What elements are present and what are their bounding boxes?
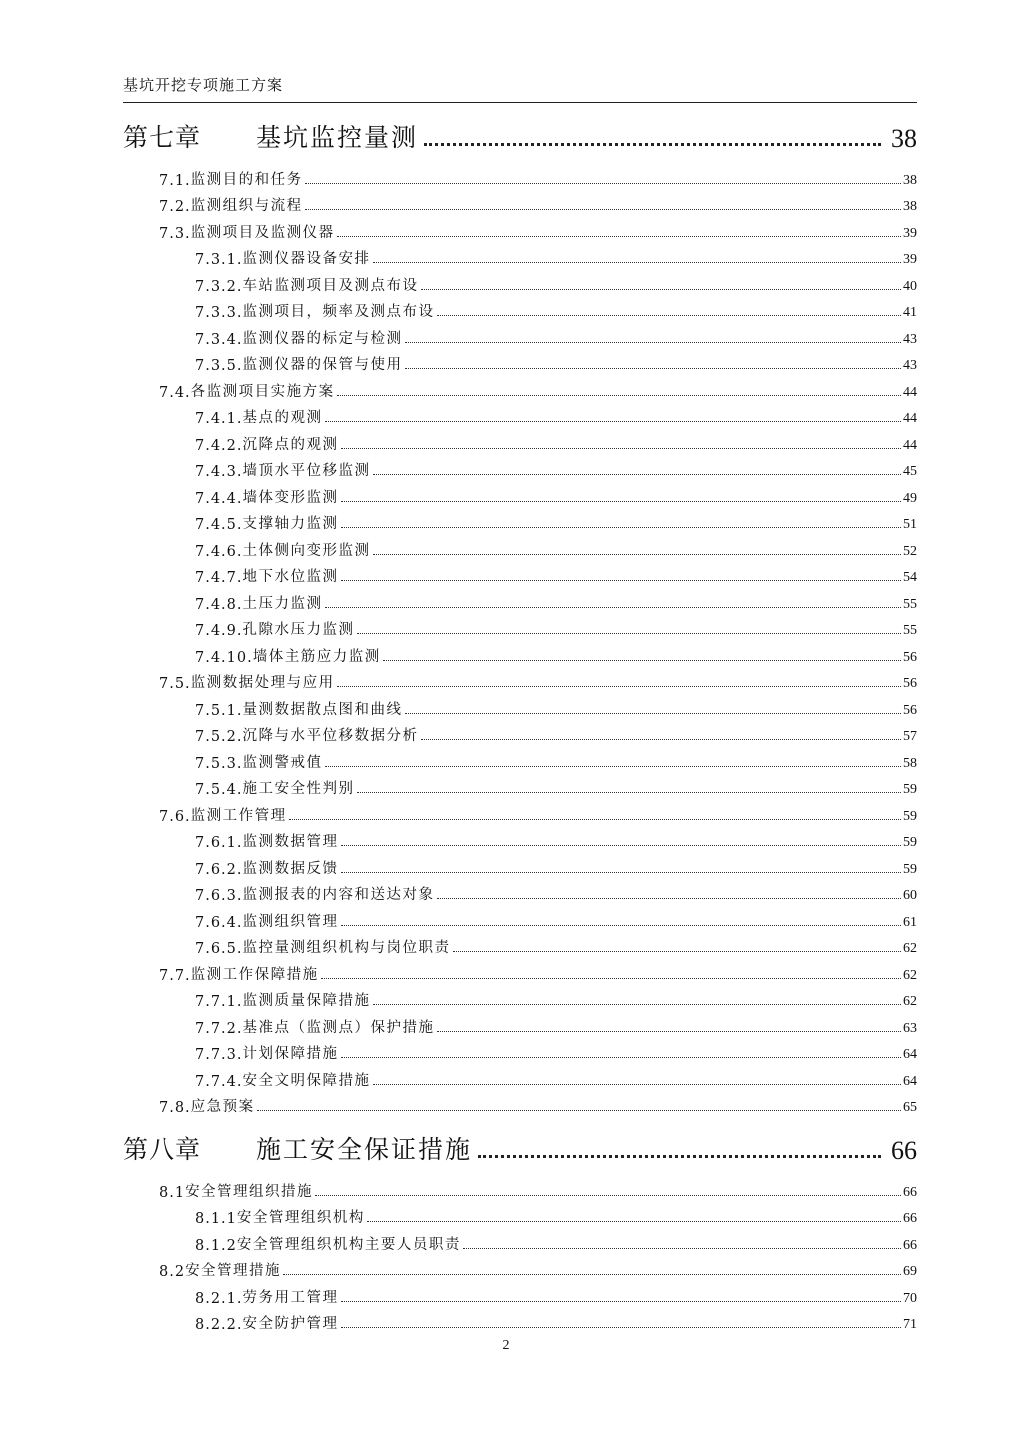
- toc-entry[interactable]: [123, 1037, 917, 1064]
- entry-page-number: 62: [903, 967, 917, 983]
- entry-title: 孔隙水压力监测: [242, 622, 355, 638]
- entry-title: 监测警戒值: [242, 754, 323, 771]
- toc-entry[interactable]: [123, 957, 917, 984]
- entry-number: 7.4.9.: [195, 623, 243, 639]
- entry-title: 土体侧向变形监测: [242, 542, 371, 559]
- toc-entry[interactable]: [123, 295, 917, 322]
- dot-leader: [337, 236, 901, 237]
- chapter-title: 施工安全保证措施: [256, 1135, 473, 1164]
- dot-leader: [383, 660, 901, 661]
- dot-leader: [463, 1248, 901, 1249]
- entry-page-number: 55: [903, 596, 917, 612]
- entry-number: 7.4.3.: [195, 464, 243, 480]
- entry-number: 7.6.1.: [195, 835, 243, 851]
- running-header: 基坑开挖专项施工方案: [123, 76, 284, 94]
- entry-title: 监测仪器的保管与使用: [242, 357, 403, 373]
- page-number: 2: [502, 1338, 510, 1353]
- dot-leader: [325, 421, 901, 422]
- entry-page-number: 40: [903, 278, 917, 294]
- entry-page-number: 38: [903, 172, 917, 188]
- dot-leader: [341, 1301, 901, 1302]
- entry-page-number: 61: [903, 914, 917, 930]
- toc-entry[interactable]: [123, 162, 917, 189]
- entry-number: 7.1.: [159, 172, 191, 189]
- entry-number: 7.4.4.: [195, 490, 243, 507]
- entry-title: 监控量测组织机构与岗位职责: [242, 940, 451, 956]
- entry-title: 安全管理组织机构主要人员职责: [236, 1236, 461, 1253]
- chapter-number: 第七章: [123, 123, 202, 152]
- dot-leader: [341, 845, 901, 846]
- entry-page-number: 38: [903, 199, 917, 214]
- toc-entry[interactable]: [123, 1174, 917, 1201]
- entry-title: 劳务用工管理: [242, 1289, 339, 1306]
- toc-entry[interactable]: [123, 639, 917, 666]
- toc-entry[interactable]: [123, 242, 917, 269]
- entry-page-number: 45: [903, 464, 917, 479]
- entry-page-number: 43: [903, 331, 917, 347]
- entry-number: 7.2.: [159, 199, 191, 215]
- entry-number: 8.2.1.: [195, 1290, 243, 1307]
- entry-title: 施工安全性判别: [242, 781, 355, 797]
- entry-page-number: 39: [903, 225, 917, 241]
- dot-leader: [437, 898, 901, 899]
- entry-number: 7.6.: [159, 808, 191, 825]
- dot-leader: [373, 1004, 901, 1005]
- entry-number: 8.1.1: [195, 1211, 237, 1227]
- entry-page-number: 66: [903, 1211, 917, 1226]
- chapter-number: 第八章: [123, 1135, 202, 1164]
- entry-number: 7.6.3.: [195, 888, 243, 904]
- entry-number: 7.4.6.: [195, 543, 243, 560]
- dot-leader: [341, 1057, 901, 1058]
- entry-title: 安全防护管理: [242, 1316, 339, 1332]
- entry-page-number: 55: [903, 623, 917, 638]
- toc-entry[interactable]: [123, 772, 917, 799]
- toc-entry[interactable]: [123, 268, 917, 295]
- dot-leader: [325, 607, 901, 608]
- entry-number: 7.6.5.: [195, 941, 243, 957]
- entry-number: 8.1: [159, 1184, 186, 1201]
- entry-page-number: 52: [903, 543, 917, 559]
- dot-leader: [341, 527, 901, 528]
- dot-leader: [421, 739, 901, 740]
- toc-entry[interactable]: [123, 798, 917, 825]
- entry-number: 7.3.2.: [195, 278, 243, 295]
- entry-page-number: 69: [903, 1264, 917, 1279]
- toc-entry[interactable]: [123, 427, 917, 454]
- dot-leader: [257, 1110, 901, 1111]
- toc-entry[interactable]: [123, 1201, 917, 1228]
- entry-page-number: 64: [903, 1047, 917, 1062]
- entry-page-number: 66: [903, 1184, 917, 1200]
- entry-number: 7.4.10.: [195, 649, 253, 666]
- entry-number: 7.5.2.: [195, 729, 243, 745]
- toc-entry[interactable]: [123, 931, 917, 958]
- entry-page-number: 65: [903, 1100, 917, 1115]
- entry-page-number: 63: [903, 1020, 917, 1036]
- toc-entry[interactable]: [123, 904, 917, 931]
- toc-entry[interactable]: [123, 613, 917, 640]
- entry-page-number: 59: [903, 782, 917, 797]
- entry-number: 7.7.4.: [195, 1073, 243, 1090]
- entry-number: 7.6.2.: [195, 861, 243, 878]
- toc-entry[interactable]: [123, 666, 917, 693]
- dot-leader: [478, 1155, 881, 1158]
- entry-title: 安全管理措施: [185, 1263, 282, 1279]
- dot-leader: [357, 633, 901, 634]
- entry-title: 监测项目，频率及测点布设: [242, 304, 435, 320]
- dot-leader: [321, 978, 901, 979]
- entry-title: 支撑轴力监测: [242, 516, 339, 532]
- toc-chapter-entry[interactable]: [123, 112, 917, 154]
- entry-title: 监测仪器的标定与检测: [242, 330, 403, 347]
- entry-page-number: 44: [903, 384, 917, 400]
- entry-title: 监测仪器设备安排: [242, 251, 371, 267]
- dot-leader: [341, 925, 901, 926]
- toc-entry[interactable]: [123, 1063, 917, 1090]
- entry-title: 沉降与水平位移数据分析: [242, 728, 419, 744]
- entry-number: 7.3.1.: [195, 252, 243, 268]
- entry-page-number: 43: [903, 358, 917, 373]
- toc-entry[interactable]: [123, 745, 917, 772]
- entry-number: 7.8.: [159, 1100, 191, 1116]
- entry-title: 监测工作管理: [190, 807, 287, 824]
- entry-title: 监测质量保障措施: [242, 993, 371, 1009]
- entry-title: 监测目的和任务: [190, 171, 303, 188]
- entry-title: 沉降点的观测: [242, 436, 339, 453]
- dot-leader: [437, 315, 901, 316]
- entry-title: 监测数据反馈: [242, 860, 339, 877]
- table-of-contents: [123, 112, 917, 1333]
- dot-leader: [367, 1221, 901, 1222]
- toc-entry[interactable]: [123, 1280, 917, 1307]
- toc-chapter-entry[interactable]: [123, 1124, 917, 1166]
- dot-leader: [305, 183, 901, 184]
- entry-number: 7.4.2.: [195, 437, 243, 454]
- entry-page-number: 51: [903, 517, 917, 532]
- entry-page-number: 59: [903, 861, 917, 877]
- entry-page-number: 71: [903, 1317, 917, 1332]
- toc-entry[interactable]: [123, 480, 917, 507]
- toc-entry[interactable]: [123, 878, 917, 905]
- chapter-page-number: 66: [891, 1136, 917, 1165]
- chapter-title: 基坑监控量测: [256, 123, 419, 152]
- entry-number: 7.3.: [159, 225, 191, 242]
- entry-number: 7.6.4.: [195, 914, 243, 931]
- entry-number: 7.5.: [159, 676, 191, 692]
- entry-number: 7.5.4.: [195, 782, 243, 798]
- entry-page-number: 60: [903, 888, 917, 903]
- entry-page-number: 56: [903, 649, 917, 665]
- entry-title: 量测数据散点图和曲线: [242, 701, 403, 718]
- dot-leader: [357, 792, 901, 793]
- dot-leader: [373, 1084, 901, 1085]
- entry-number: 7.4.: [159, 384, 191, 401]
- toc-entry[interactable]: [123, 1227, 917, 1254]
- dot-leader: [437, 1031, 901, 1032]
- entry-title: 安全文明保障措施: [242, 1072, 371, 1089]
- toc-entry[interactable]: [123, 321, 917, 348]
- dot-leader: [305, 209, 901, 210]
- entry-number: 7.4.7.: [195, 570, 243, 586]
- entry-number: 8.2: [159, 1264, 186, 1280]
- dot-leader: [337, 395, 901, 396]
- toc-entry[interactable]: [123, 533, 917, 560]
- entry-number: 7.4.1.: [195, 411, 243, 427]
- entry-title: 基准点（监测点）保护措施: [242, 1019, 435, 1036]
- entry-page-number: 57: [903, 729, 917, 744]
- entry-page-number: 44: [903, 411, 917, 426]
- entry-number: 7.7.: [159, 967, 191, 984]
- dot-leader: [421, 289, 901, 290]
- toc-entry[interactable]: [123, 1254, 917, 1281]
- entry-page-number: 39: [903, 252, 917, 267]
- entry-page-number: 58: [903, 755, 917, 771]
- entry-title: 车站监测项目及测点布设: [242, 277, 419, 294]
- dot-leader: [341, 448, 901, 449]
- entry-number: 7.3.5.: [195, 358, 243, 374]
- entry-title: 墙体主筋应力监测: [252, 648, 381, 665]
- dot-leader: [405, 713, 901, 714]
- entry-page-number: 41: [903, 305, 917, 320]
- dot-leader: [341, 501, 901, 502]
- entry-page-number: 56: [903, 676, 917, 691]
- entry-title: 监测数据管理: [242, 834, 339, 850]
- entry-title: 安全管理组织措施: [185, 1183, 314, 1200]
- entry-number: 7.5.1.: [195, 702, 243, 719]
- entry-title: 计划保障措施: [242, 1046, 339, 1062]
- entry-page-number: 59: [903, 835, 917, 850]
- dot-leader: [325, 766, 901, 767]
- toc-entry[interactable]: [123, 1307, 917, 1334]
- entry-title: 监测组织管理: [242, 913, 339, 930]
- toc-entry[interactable]: [123, 586, 917, 613]
- dot-leader: [373, 262, 901, 263]
- entry-number: 7.7.3.: [195, 1047, 243, 1063]
- entry-title: 安全管理组织机构: [236, 1210, 365, 1226]
- entry-number: 7.5.3.: [195, 755, 243, 772]
- entry-title: 基点的观测: [242, 410, 323, 426]
- dot-leader: [405, 368, 901, 369]
- entry-number: 7.3.3.: [195, 305, 243, 321]
- toc-entry[interactable]: [123, 1010, 917, 1037]
- dot-leader: [341, 872, 901, 873]
- entry-number: 8.1.2: [195, 1237, 237, 1254]
- entry-title: 监测工作保障措施: [190, 966, 319, 983]
- entry-page-number: 70: [903, 1290, 917, 1306]
- entry-title: 监测数据处理与应用: [190, 675, 335, 691]
- header-rule: [123, 102, 917, 103]
- dot-leader: [315, 1195, 901, 1196]
- dot-leader: [341, 580, 901, 581]
- dot-leader: [283, 1274, 901, 1275]
- toc-entry[interactable]: [123, 401, 917, 428]
- dot-leader: [405, 342, 901, 343]
- toc-entry[interactable]: [123, 189, 917, 216]
- entry-number: 7.4.8.: [195, 596, 243, 613]
- toc-entry[interactable]: [123, 851, 917, 878]
- toc-entry[interactable]: [123, 507, 917, 534]
- dot-leader: [337, 686, 901, 687]
- dot-leader: [289, 819, 901, 820]
- entry-page-number: 66: [903, 1237, 917, 1253]
- dot-leader: [373, 474, 901, 475]
- entry-page-number: 64: [903, 1073, 917, 1089]
- entry-number: 7.7.1.: [195, 994, 243, 1010]
- chapter-page-number: 38: [891, 124, 917, 153]
- dot-leader: [424, 143, 881, 146]
- toc-entry[interactable]: [123, 348, 917, 375]
- entry-title: 地下水位监测: [242, 569, 339, 585]
- toc-entry[interactable]: [123, 454, 917, 481]
- entry-page-number: 62: [903, 994, 917, 1009]
- entry-page-number: 44: [903, 437, 917, 453]
- dot-leader: [453, 951, 901, 952]
- dot-leader: [373, 554, 901, 555]
- toc-entry[interactable]: [123, 1090, 917, 1117]
- entry-number: 7.7.2.: [195, 1020, 243, 1037]
- entry-title: 各监测项目实施方案: [190, 383, 335, 400]
- entry-number: 8.2.2.: [195, 1317, 243, 1333]
- entry-page-number: 59: [903, 808, 917, 824]
- entry-title: 监测项目及监测仪器: [190, 224, 335, 241]
- dot-leader: [341, 1327, 901, 1328]
- toc-entry[interactable]: [123, 825, 917, 852]
- entry-title: 墙顶水平位移监测: [242, 463, 371, 479]
- toc-entry[interactable]: [123, 215, 917, 242]
- toc-entry[interactable]: [123, 374, 917, 401]
- toc-entry[interactable]: [123, 984, 917, 1011]
- entry-number: 7.4.5.: [195, 517, 243, 533]
- toc-entry[interactable]: [123, 560, 917, 587]
- toc-entry[interactable]: [123, 692, 917, 719]
- entry-page-number: 56: [903, 702, 917, 718]
- entry-page-number: 62: [903, 941, 917, 956]
- entry-title: 墙体变形监测: [242, 489, 339, 506]
- entry-title: 应急预案: [190, 1099, 255, 1115]
- entry-page-number: 54: [903, 570, 917, 585]
- entry-title: 土压力监测: [242, 595, 323, 612]
- entry-page-number: 49: [903, 490, 917, 506]
- toc-entry[interactable]: [123, 719, 917, 746]
- entry-title: 监测组织与流程: [190, 198, 303, 214]
- entry-title: 监测报表的内容和送达对象: [242, 887, 435, 903]
- entry-number: 7.3.4.: [195, 331, 243, 348]
